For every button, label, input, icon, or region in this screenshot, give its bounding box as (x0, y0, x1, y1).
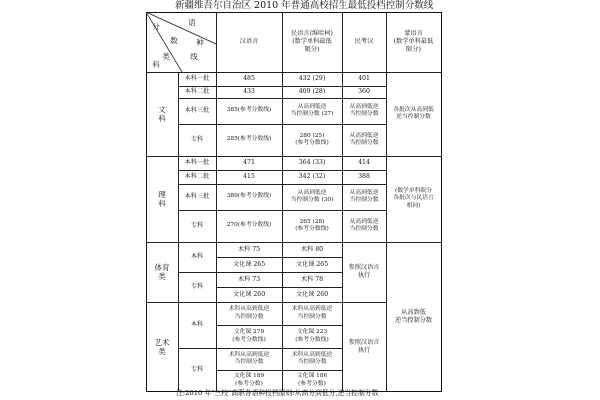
header-diag-word: 类 (162, 51, 170, 61)
score-cell: 433 (243, 88, 255, 95)
score-cell: 471 (243, 159, 255, 166)
score-cell: 270(参考分数线) (226, 222, 272, 229)
score-cell: 409 (28) (298, 88, 326, 95)
mongol-wenke-cell: 各批次从高到低 逆当控制分数 (393, 106, 434, 120)
row-level: 本科一批 (184, 75, 210, 82)
row-level: 本科二批 (184, 88, 210, 95)
score-cell: 360 (358, 88, 370, 95)
score-cell: 从高到低逆 当控制分数 (30) (290, 189, 334, 203)
score-cell: 文化课 260 (295, 290, 329, 298)
footnote: 注:2010 年"三校"高职各语种投档原则:从高分到低分,逆当控制分数 (176, 389, 379, 397)
score-cell: 从高到低逆 当控制分数 (349, 189, 379, 203)
score-cell: 术科从高到低逆 当控制分数 (228, 306, 270, 320)
header-diag-word: 语 (188, 17, 196, 27)
column-header-mongol: 蒙语言 (数学单科最低 限分) (393, 30, 434, 53)
row-level: 专科 (190, 222, 204, 229)
group-tiyu: 体育 类 (154, 263, 170, 281)
header-diag-word: 分 (152, 21, 160, 31)
score-cell: 文化课 265 (232, 260, 266, 268)
score-cell: 401 (358, 75, 370, 82)
score-cell: 文化课 189 (参考分数) (233, 373, 265, 387)
score-cell: 术科 78 (300, 275, 324, 283)
row-level: 本科 (190, 253, 204, 260)
score-cell: 280 (25) (参考分数线) (295, 132, 329, 146)
score-cell: 术科从高到低逆 当控制分数 (291, 351, 333, 365)
score-cell: 文化课 265 (295, 260, 329, 268)
row-level: 本科二批 (184, 173, 210, 180)
page-title: 新疆维吾尔自治区 2010 年普通高校招生最低投档控制分数线 (175, 0, 434, 11)
score-cell: 414 (358, 159, 370, 166)
tiyu-minkao-cell: 参照汉语言 执行 (348, 264, 380, 279)
score-cell: 术科从高到低逆 当控制分数 (291, 306, 333, 320)
score-cell: 文化课 270 (参考分数线) (232, 329, 266, 343)
column-header-minkaohan: 民考汉 (354, 38, 374, 45)
score-cell: 术科 73 (237, 275, 261, 283)
group-like: 理 科 (158, 190, 166, 208)
column-header-min: 民语言(维哈柯) (数学单科最低 限分) (291, 30, 333, 53)
score-cell: 术科从高到低逆 当控制分数 (228, 351, 270, 365)
score-cell: 从高到低逆 当控制分数 (27) (290, 103, 334, 117)
score-cell: 术科 80 (300, 245, 324, 253)
yishu-minkao-cell: 参照汉语言 执行 (348, 338, 380, 354)
row-level: 专科 (190, 365, 204, 373)
row-level: 本科 (190, 321, 204, 328)
score-cell: 485 (243, 75, 255, 82)
mongol-arts-sports-cell: 从高到低 逆当控制分数 (394, 308, 433, 324)
score-cell: 从高到低逆 当控制分数 (349, 103, 379, 117)
score-cell: 388 (358, 173, 370, 180)
score-table (146, 12, 442, 392)
header-diag-word: 线 (190, 51, 198, 61)
row-level: 专科 (190, 136, 204, 143)
group-wenke: 文 科 (158, 105, 166, 123)
row-level: 本科三批 (184, 107, 210, 114)
mongol-like-cell: (数学单科限分 各批次与民语言 相同) (393, 187, 434, 209)
score-cell: 文化课 260 (232, 290, 266, 298)
group-yishu: 艺术 类 (154, 337, 170, 356)
score-cell: 文化课 223 (参考分数线) (295, 329, 329, 343)
score-cell: 265 (28) (参考分数线) (295, 218, 329, 232)
score-cell: 285(参考分数线) (226, 136, 272, 143)
row-level: 本科三批 (184, 193, 210, 200)
score-cell: 415 (243, 173, 255, 180)
score-cell: 术科 75 (237, 245, 261, 253)
row-level: 本科一批 (184, 159, 210, 166)
score-cell: 342 (32) (298, 173, 326, 180)
score-cell: 432 (29) (298, 75, 326, 82)
score-cell: 364 (33) (298, 159, 326, 166)
score-cell: 从高到低逆 当控制分数 (349, 218, 379, 232)
column-header-han: 汉语言 (239, 38, 259, 45)
row-level: 专科 (190, 283, 204, 290)
score-cell: 385(参考分数线) (226, 107, 272, 114)
header-diag-word: 科 (152, 59, 160, 69)
score-cell: 380(参考分数线) (226, 193, 272, 200)
score-cell: 文化课 186 (参考分数) (296, 373, 328, 387)
score-cell: 从高到低逆 当控制分数 (349, 132, 379, 146)
header-diag-word: 种 (196, 37, 204, 47)
header-diag-word: 数 (170, 35, 178, 45)
